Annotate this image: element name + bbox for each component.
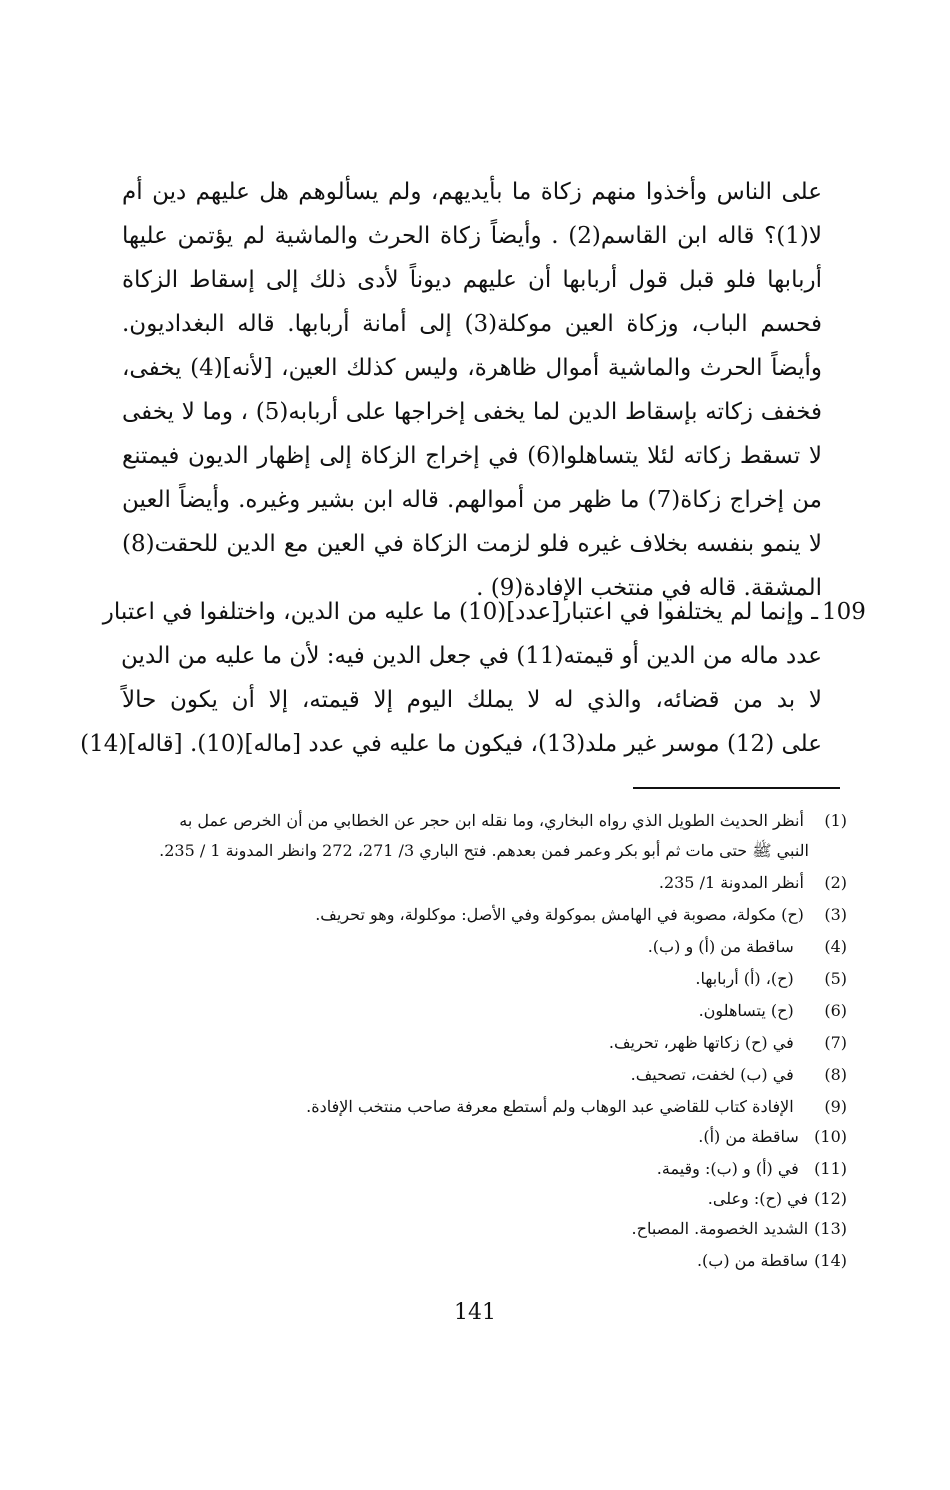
body-line-9: لا ينمو بنفسه بخلاف غيره فلو لزمت الزكاة في العين مع الدين للحقت(8) — [122, 531, 822, 557]
body-line-10: المشقة. قاله في منتخب الإفادة(9) . — [476, 575, 822, 601]
footnote-7 — [107, 1030, 847, 1056]
footnote-text: الإفادة كتاب للقاضي عبد الوهاب ولم أستطع معرفة صاحب منتخب الإفادة. — [306, 1097, 794, 1116]
footnote-text: أنظر المدونة 1/ 235. — [658, 873, 804, 892]
page-number: 141 — [454, 1300, 496, 1325]
footnote-text: في (ح) زكاتها ظهر، تحريف. — [608, 1033, 794, 1052]
footnote-text: ساقطة من (أ) و (ب). — [647, 937, 794, 956]
footnote-separator — [633, 787, 840, 789]
footnote-text: في (ح): وعلى. — [707, 1189, 809, 1208]
footnote-number: (4) — [824, 937, 847, 956]
para-line-3: لا بد من قضائه، والذي له لا يملك اليوم إلا قيمته، إلا أن يكون حالاً — [122, 687, 822, 713]
paragraph-number: 109 — [822, 599, 866, 625]
footnote-number: (8) — [824, 1065, 847, 1084]
para-line-4: على (12) موسر غير ملد(13)، فيكون ما عليه في عدد [ماله](10). [قاله](14) — [80, 731, 822, 757]
footnote-5 — [107, 966, 847, 992]
footnote-text: النبي ﷺ حتى مات ثم أبو بكر وعمر فمن بعدهم. فتح الباري 3/ 271، 272 وانظر المدونة 1 / 235. — [159, 841, 809, 860]
footnote-8 — [107, 1062, 847, 1088]
body-line-4: فحسم الباب، وزكاة العين موكلة(3) إلى أمانة أربابها. قاله البغداديون. — [122, 311, 822, 337]
body-line-7: لا تسقط زكاته لئلا يتساهلوا(6) في إخراج الزكاة إلى إظهار الديون فيمتنع — [122, 443, 822, 469]
footnote-number: (10) — [814, 1127, 847, 1146]
footnote-13 — [107, 1216, 847, 1242]
footnote-12 — [107, 1186, 847, 1212]
body-line-2: لا(1)؟ قاله ابن القاسم(2) . وأيضاً زكاة الحرث والماشية لم يؤتمن عليها — [122, 223, 822, 249]
body-line-5: وأيضاً الحرث والماشية أموال ظاهرة، وليس كذلك العين، [لأنه](4) يخفى، — [122, 355, 822, 381]
footnote-1 — [107, 808, 847, 834]
footnote-number: (13) — [814, 1219, 847, 1238]
footnote-number: (6) — [824, 1001, 847, 1020]
body-line-3: أربابها فلو قبل قول أربابها أن عليهم ديوناً لأدى ذلك إلى إسقاط الزكاة — [122, 267, 822, 293]
footnote-2 — [107, 870, 847, 896]
footnote-text: في (أ) و (ب): وقيمة. — [656, 1159, 799, 1178]
footnote-3 — [107, 902, 847, 928]
footnote-4 — [107, 934, 847, 960]
footnote-number: (14) — [814, 1251, 847, 1270]
footnote-number: (7) — [824, 1033, 847, 1052]
footnote-number: (2) — [824, 873, 847, 892]
footnote-11 — [107, 1156, 847, 1182]
footnote-6 — [107, 998, 847, 1024]
footnote-text: في (ب) لخفت، تصحيف. — [630, 1065, 794, 1084]
footnote-text: (ح)، (أ) أربابها. — [695, 969, 794, 988]
footnote-text: (ح) مكولة، مصوبة في الهامش بموكولة وفي الأصل: موكلولة، وهو تحريف. — [315, 905, 804, 924]
body-line-1: على الناس وأخذوا منهم زكاة ما بأيديهم، ولم يسألوهم هل عليهم دين أم — [122, 179, 822, 205]
footnote-number: (9) — [824, 1097, 847, 1116]
para-line-1: ـ وإنما لم يختلفوا في اعتبار[عدد](10) ما عليه من الدين، واختلفوا في اعتبار — [102, 599, 818, 625]
para-line-2: عدد ماله من الدين أو قيمته(11) في جعل الدين فيه: لأن ما عليه من الدين — [121, 643, 822, 669]
footnote-14 — [107, 1248, 847, 1274]
footnote-text: أنظر الحديث الطويل الذي رواه البخاري، وما نقله ابن حجر عن الخطابي من أن الخرص عمل به — [179, 811, 804, 830]
footnote-10 — [107, 1124, 847, 1150]
footnote-1-continued — [109, 838, 809, 864]
footnote-9 — [107, 1094, 847, 1120]
footnote-text: الشديد الخصومة. المصباح. — [631, 1219, 809, 1238]
footnote-text: (ح) يتساهلون. — [698, 1001, 794, 1020]
body-line-8: من إخراج زكاة(7) ما ظهر من أموالهم. قاله ابن بشير وغيره. وأيضاً العين — [122, 487, 822, 513]
body-line-6: فخفف زكاته بإسقاط الدين لما يخفى إخراجها على أربابه(5) ، وما لا يخفى — [122, 399, 823, 425]
footnote-number: (1) — [824, 811, 847, 830]
footnote-number: (12) — [814, 1189, 847, 1208]
footnote-number: (5) — [824, 969, 847, 988]
footnote-number: (3) — [824, 905, 847, 924]
footnote-text: ساقطة من (ب). — [696, 1251, 809, 1270]
footnote-text: ساقطة من (أ). — [698, 1127, 799, 1146]
footnote-number: (11) — [814, 1159, 847, 1178]
